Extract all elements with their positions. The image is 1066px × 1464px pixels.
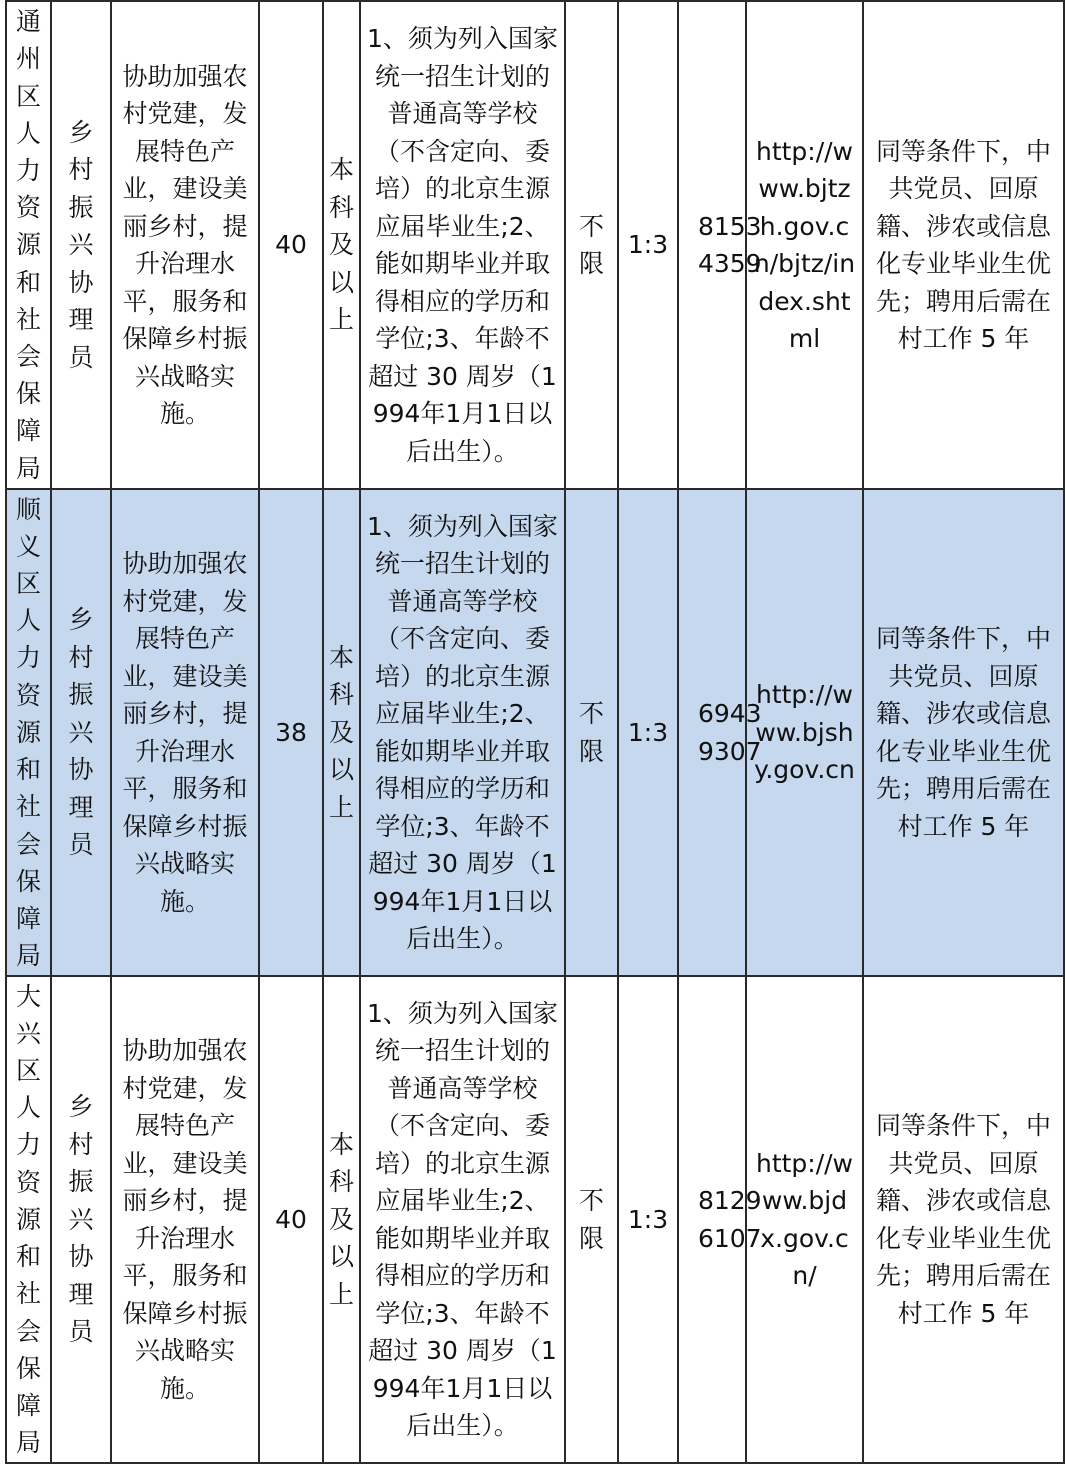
phone-text: 81534359 [697,211,762,278]
table-row [6,489,1064,976]
headcount-cell: 38 [259,489,323,976]
position-text: 乡村振兴协理员 [68,1092,94,1347]
conditions-cell: 同等条件下，中共党员、回原籍、涉农或信息化专业毕业生优先；聘用后需在村工作 5 年 [863,1,1064,489]
position-text: 乡村振兴协理员 [68,117,94,372]
department-cell [6,489,51,976]
ratio-cell: 1:3 [618,976,678,1463]
website-link[interactable]: http://www.bjdx.gov.cn/ [746,976,863,1463]
phone-cell [678,489,762,976]
department-text: 顺义区人力资源和社会保障局 [15,494,41,971]
phone-text: 81296107 [697,1186,762,1253]
position-cell [51,976,111,1463]
major-cell [565,1,618,489]
requirements-cell: 1、须为列入国家统一招生计划的普通高等学校（不含定向、委培）的北京生源应届毕业生;2、能如期毕业并取得相应的学历和学位;3、年龄不超过 30 周岁（1994年1月1日以后出生）。 [360,1,565,489]
requirements-cell: 1、须为列入国家统一招生计划的普通高等学校（不含定向、委培）的北京生源应届毕业生;2、能如期毕业并取得相应的学历和学位;3、年龄不超过 30 周岁（1994年1月1日以后出生）。 [360,489,565,976]
requirements-cell: 1、须为列入国家统一招生计划的普通高等学校（不含定向、委培）的北京生源应届毕业生;2、能如期毕业并取得相应的学历和学位;3、年龄不超过 30 周岁（1994年1月1日以后出生）。 [360,976,565,1463]
education-cell [323,489,360,976]
position-cell [51,489,111,976]
headcount-cell: 40 [259,1,323,489]
website-link[interactable]: http://www.bjshy.gov.cn [746,489,863,976]
conditions-cell: 同等条件下，中共党员、回原籍、涉农或信息化专业毕业生优先；聘用后需在村工作 5 年 [863,976,1064,1463]
major-text: 不限 [578,1186,604,1253]
education-text: 本科及以上 [328,642,354,822]
position-cell [51,1,111,489]
education-text: 本科及以上 [328,155,354,335]
duties-cell: 协助加强农村党建，发展特色产业，建设美丽乡村，提升治理水平，服务和保障乡村振兴战略实施。 [111,976,259,1463]
department-cell [6,1,51,489]
department-text: 大兴区人力资源和社会保障局 [15,981,41,1458]
recruitment-table [5,0,1065,1464]
table-row [6,1,1064,489]
duties-cell: 协助加强农村党建，发展特色产业，建设美丽乡村，提升治理水平，服务和保障乡村振兴战略实施。 [111,489,259,976]
major-text: 不限 [578,211,604,278]
department-cell [6,976,51,1463]
headcount-cell: 40 [259,976,323,1463]
education-text: 本科及以上 [328,1129,354,1309]
table-row [6,976,1064,1463]
duties-cell: 协助加强农村党建，发展特色产业，建设美丽乡村，提升治理水平，服务和保障乡村振兴战略实施。 [111,1,259,489]
major-text: 不限 [578,699,604,766]
phone-text: 69439307 [697,699,762,766]
website-link[interactable]: http://www.bjtzh.gov.cn/bjtz/index.shtml [746,1,863,489]
education-cell [323,976,360,1463]
major-cell [565,976,618,1463]
ratio-cell: 1:3 [618,489,678,976]
ratio-cell: 1:3 [618,1,678,489]
education-cell [323,1,360,489]
conditions-cell: 同等条件下，中共党员、回原籍、涉农或信息化专业毕业生优先；聘用后需在村工作 5 年 [863,489,1064,976]
department-text: 通州区人力资源和社会保障局 [15,7,41,483]
phone-cell [678,1,762,489]
major-cell [565,489,618,976]
phone-cell [678,976,762,1463]
position-text: 乡村振兴协理员 [68,605,94,860]
